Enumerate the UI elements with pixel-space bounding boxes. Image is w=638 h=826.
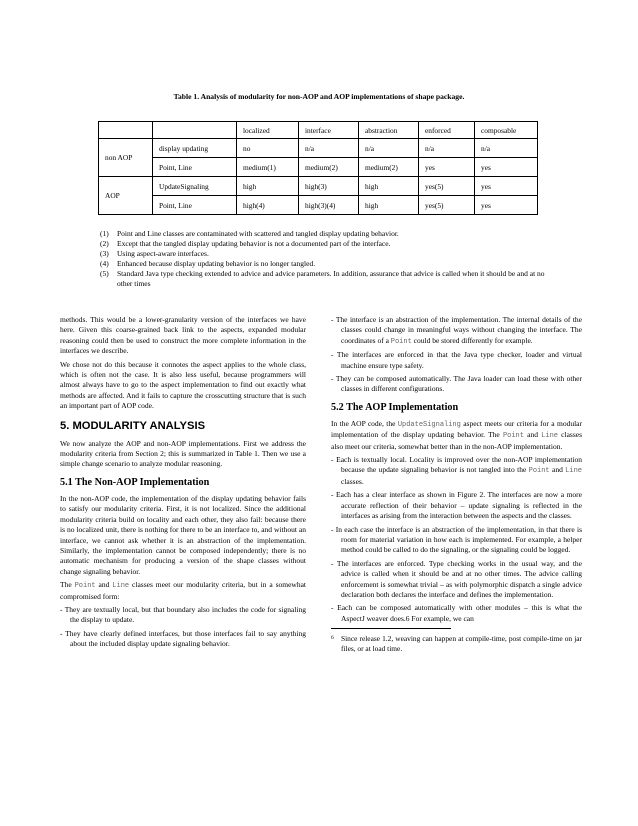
table-row [99,196,538,215]
paragraph: The Point and Line classes meet our modularity criteria, but in a somewhat compromised form: [60,580,306,601]
table-cell: n/a [299,139,359,158]
code-line: Line [112,582,130,591]
code-line: Line [541,432,558,441]
header-empty-cell [99,122,153,139]
header-cell: enforced [419,122,475,139]
table-header-row [99,122,538,139]
subsection-heading: 5.1 The Non-AOP Implementation [60,476,210,488]
code-line: Line [565,467,582,476]
group-label: non AOP [99,139,153,177]
paragraph: methods. This would be a lower-granularity version of the interfaces we have here. Given this coarse-grained back link to the aspects, expanded modular reasoning could then be used to construct the more complete information in the interfaces we describe. [60,315,306,356]
row-label: display updating [153,139,237,158]
table-cell: medium(2) [299,158,359,177]
table-cell: yes [475,196,538,215]
paragraph: In the non-AOP code, the implementation of the display updating behavior fails to satisfy our modularity criteria. First, it is not localized. Since the additional modularity criteria build on locality and each other, they also fail: because there is no localized unit, there is nothing for there to be an interface to, and without an interface, we cannot ask whether it is an abstraction of the implementation. Similarly, the implementation cannot be composed independently; there is no automatic mechanism for producing a version of the shape classes without change signaling behavior. [60,493,306,576]
table-cell: medium(2) [359,158,419,177]
table-cell: high(3) [299,177,359,196]
section-heading: 5. MODULARITY ANALYSIS [60,419,206,432]
header-empty-cell [153,122,237,139]
code-point: Point [528,467,550,476]
list-item: - The interface is an abstraction of the implementation. The internal details of the classes could change in meaningful ways without changing the interface. The coordinates of a Point could be stored differently for example. [331,315,582,346]
footnote-rule [331,628,451,629]
table-row [99,177,538,196]
table-cell: n/a [475,139,538,158]
table-cell: yes(5) [419,196,475,215]
table-cell: yes(5) [419,177,475,196]
row-label: UpdateSignaling [153,177,237,196]
table-cell: medium(1) [237,158,299,177]
table-cell: no [237,139,299,158]
list-item: - Each has a clear interface as shown in Figure 2. The interfaces are now a more accurate reflection of their behavior – update signaling is reflected in the interfaces as arising from the interaction between the aspects and the classes. [331,490,582,521]
code-point: Point [390,337,412,346]
row-label: Point, Line [153,196,237,215]
bullet-list [60,605,306,650]
table-cell: high [359,196,419,215]
table-cell: yes [475,158,538,177]
list-item: - The interfaces are enforced in that the Java type checker, loader and virtual machine ensure type safety. [331,350,582,370]
modularity-table [98,121,538,215]
table-cell: high [359,177,419,196]
table-note: (4) Enhanced because display updating behavior is no longer tangled. [100,259,316,268]
list-item: - Each can be composed automatically with other modules – this is what the AspectJ weaver does.6 For example, we can [331,603,582,623]
list-item: - In each case the interface is an abstraction of the implementation, in that there is room for material variation in how each is implemented. For example, a helper method could be called to do the signaling, or the signaling could be logged. [331,524,582,555]
footnote-number: 6 [331,635,334,642]
table-note: (3) Using aspect-aware interfaces. [100,249,209,258]
code-updatesignaling: UpdateSignaling [397,420,461,429]
code-point: Point [74,582,96,591]
table-row [99,158,538,177]
group-label: AOP [99,177,153,215]
paragraph: In the AOP code, the UpdateSignaling aspect meets our criteria for a modular implementation of the display updating behavior. The Point and Line classes also meet our criteria, somewhat better than in the non-AOP implementation. [331,418,583,451]
footnote-text: Since release 1.2, weaving can happen at compile-time, post compile-time on jar files, or at load time. [341,634,582,654]
table-note: (2) Except that the tangled display updating behavior is not a documented part of the interface. [100,239,391,248]
table-cell: high(3)(4) [299,196,359,215]
table-cell: n/a [419,139,475,158]
list-item: - Each is textually local. Locality is improved over the non-AOP implementation because the update signaling behavior is not tangled into the Point and Line classes. [331,455,582,486]
table-cell: high [237,177,299,196]
table-row [99,139,538,158]
list-item: - They have clearly defined interfaces, but those interfaces fail to say anything about the included display update signaling behavior. [60,628,306,649]
table-caption: Table 1. Analysis of modularity for non-AOP and AOP implementations of shape package. [173,92,465,101]
table-notes [100,229,560,289]
header-cell: interface [299,122,359,139]
subsection-heading: 5.2 The AOP Implementation [331,401,459,413]
row-label: Point, Line [153,158,237,177]
header-cell: localized [237,122,299,139]
paragraph: We now analyze the AOP and non-AOP implementations. First we address the modularity criteria from Section 2; this is summarized in Table 1. Then we use a simple change scenario to analyze modular reasoning. [60,438,306,469]
list-item: - They are textually local, but that boundary also includes the code for signaling the display to update. [60,604,306,625]
table-note: (1) Point and Line classes are contaminated with scattered and tangled display updating behavior. [100,229,399,238]
list-item: - The interfaces are enforced. Type checking works in the usual way, and the advice is called when it should be and at no other times. The advice calling enforcement is somewhat trivial – as with polymorphic dispatch a single advice declaration both declares the interface and defines the implementation. [331,558,582,599]
list-item: - They can be composed automatically. The Java loader can load these with other classes in different configurations. [331,374,582,394]
paragraph: We chose not do this because it connotes the aspect applies to the whole class, which is often not the case. It is also less useful, because programmers will almost always have to go to the aspect implementation to find out exactly what methods are affected. And it fails to capture the crosscutting structure that is such an important part of AOP code. [60,359,306,411]
footnote [331,634,582,654]
table-cell: high(4) [237,196,299,215]
table-cell: n/a [359,139,419,158]
header-cell: abstraction [359,122,419,139]
bullet-list [331,315,582,395]
left-column [60,315,306,653]
right-column [331,315,582,654]
header-cell: composable [475,122,538,139]
table-cell: yes [475,177,538,196]
table-cell: yes [419,158,475,177]
code-point: Point [502,432,524,441]
bullet-list [331,455,582,624]
table-note: (5) Standard Java type checking extended to advice and advice parameters. In addition, assurance that advice is called when it should be and at no other times [100,269,545,288]
